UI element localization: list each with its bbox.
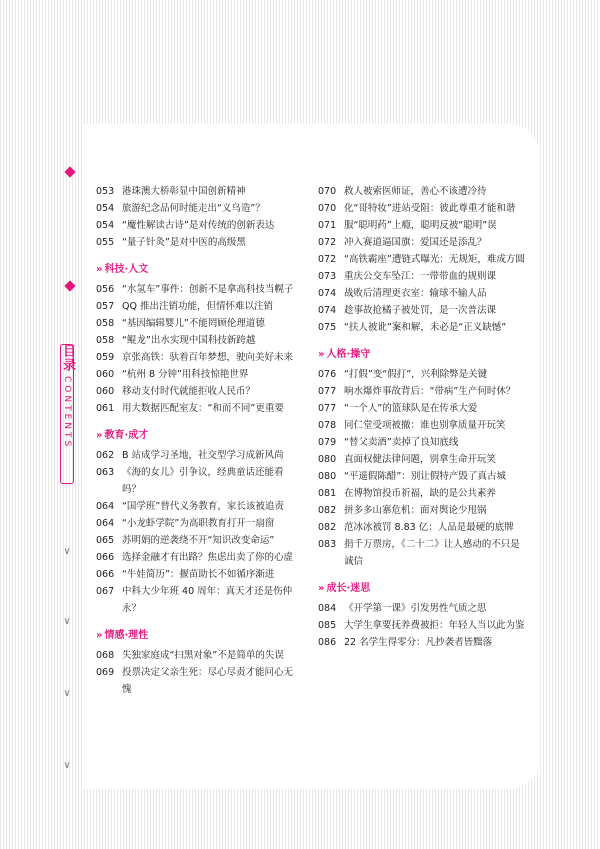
toc-entry[interactable] [318, 468, 528, 485]
entry-title: QQ 推出注销功能，但情怀难以注销 [122, 301, 273, 312]
entry-title: 范冰冰被罚 8.83 亿：人品是最硬的底牌 [344, 522, 514, 533]
entry-title: “水氢车”事件：创新不是拿高科技当幌子 [122, 284, 294, 295]
entry-title: “小龙虾学院”为高职教育打开一扇窗 [122, 518, 275, 529]
entry-title: 失独家庭成“扫黑对象”不是简单的失误 [122, 650, 284, 661]
entry-title: 移动支付时代就能拒收人民币？ [122, 386, 256, 397]
entry-title: “量子针灸”是对中医的高级黑 [122, 237, 246, 248]
entry-title: 救人被索医师证，善心不该遭冷待 [344, 186, 487, 197]
toc-entry[interactable] [318, 302, 528, 319]
toc-entry[interactable] [96, 583, 301, 617]
toc-entry[interactable] [318, 451, 528, 468]
entry-title: “杭州 8 分钟”用科技惊艳世界 [122, 369, 249, 380]
page-number: 077 [318, 403, 337, 414]
page-number: 074 [318, 288, 337, 299]
page-number: 072 [318, 254, 337, 265]
entry-title: 选择金融才有出路？焦虑出卖了你的心虚 [122, 552, 294, 563]
page-number: 086 [318, 637, 337, 648]
toc-entry[interactable] [318, 400, 528, 417]
toc-entry[interactable] [318, 434, 528, 451]
page-number: 073 [318, 271, 337, 282]
section-heading [96, 629, 301, 643]
page-number: 076 [318, 369, 337, 380]
toc-entry[interactable] [96, 664, 301, 698]
toc-entry[interactable] [318, 285, 528, 302]
page-number: 070 [318, 203, 337, 214]
page-number: 053 [96, 186, 115, 197]
toc-entry[interactable] [318, 319, 528, 336]
page-number: 070 [318, 186, 337, 197]
entry-title: 服“聪明药”上瘾，聪明反被“聪明”误 [344, 220, 497, 231]
page-number: 058 [96, 335, 115, 346]
page-number: 084 [318, 603, 337, 614]
toc-entry[interactable] [318, 251, 528, 268]
entry-title: B 站成学习圣地，社交型学习成新风尚 [122, 450, 284, 461]
entry-title: 用大数据匹配室友：“和而不同”更重要 [122, 403, 284, 414]
toc-entry[interactable] [318, 183, 528, 200]
toc-entry[interactable] [96, 281, 301, 298]
toc-entry[interactable] [96, 183, 301, 200]
page-number: 054 [96, 203, 115, 214]
entry-title: 重庆公交车坠江：一带带血的规则课 [344, 271, 497, 282]
entry-title: 中科大少年班 40 周年：真天才还是伤仲永？ [122, 586, 293, 614]
chevron-down-icon: ∨ [63, 760, 71, 771]
toc-entry[interactable] [96, 532, 301, 549]
toc-entry[interactable] [318, 268, 528, 285]
toc-entry[interactable] [96, 464, 301, 498]
toc-left-column [96, 183, 301, 698]
page-number: 085 [318, 620, 337, 631]
chevron-down-icon: ∨ [63, 546, 71, 557]
page-number: 063 [96, 467, 115, 478]
toc-entry[interactable] [318, 200, 528, 217]
entry-title: 苏明娟的逆袭绕不开“知识改变命运” [122, 535, 275, 546]
toc-entry[interactable] [318, 417, 528, 434]
section-label: 教育·成才 [104, 430, 149, 441]
page-number: 064 [96, 518, 115, 529]
toc-entry[interactable] [96, 298, 301, 315]
page-number: 067 [96, 586, 115, 597]
page-number: 054 [96, 220, 115, 231]
entry-title: 冲入赛道逼国旗：爱国还是添乱？ [344, 237, 487, 248]
entry-title: “平遥假陈醋”：别让假特产毁了真古城 [344, 471, 506, 482]
entry-title: 大学生拿要抚养费被拒：年轻人当以此为鉴 [344, 620, 525, 631]
page-number: 060 [96, 369, 115, 380]
page-number: 080 [318, 471, 337, 482]
toc-entry[interactable] [318, 536, 528, 570]
contents-title-en: CONTENTS [62, 376, 72, 450]
toc-entry[interactable] [318, 383, 528, 400]
page-number: 058 [96, 318, 115, 329]
toc-entry[interactable] [96, 515, 301, 532]
page-number: 072 [318, 237, 337, 248]
toc-entry[interactable] [318, 485, 528, 502]
entry-title: 港珠澳大桥彰显中国创新精神 [122, 186, 246, 197]
entry-title: 《海的女儿》引争议，经典童话还能看吗？ [122, 467, 284, 495]
page-number: 068 [96, 650, 115, 661]
double-arrow-icon: » [318, 349, 325, 360]
toc-entry[interactable] [96, 315, 301, 332]
page-number: 080 [318, 454, 337, 465]
entry-title: 《开学第一课》引发男性气质之思 [344, 603, 487, 614]
section-label: 情感·理性 [104, 630, 149, 641]
section-heading [318, 348, 528, 362]
toc-entry[interactable] [318, 366, 528, 383]
section-label: 科技·人文 [104, 264, 149, 275]
section-label: 人格·操守 [326, 349, 371, 360]
toc-entry[interactable] [96, 366, 301, 383]
page-number: 083 [318, 539, 337, 550]
section-label: 成长·迷思 [326, 583, 371, 594]
entry-title: 直面权健法律问题，别拿生命开玩笑 [344, 454, 497, 465]
page-number: 059 [96, 352, 115, 363]
entry-title: 响水爆炸事故背后：“带病”生产何时休？ [344, 386, 516, 397]
entry-title: “高铁霸座”遭链式曝光：无规矩，难成方圆 [344, 254, 525, 265]
toc-entry[interactable] [96, 400, 301, 417]
toc-entry[interactable] [96, 383, 301, 400]
entry-title: 趁事故抢橘子被处罚，是一次普法课 [344, 305, 497, 316]
double-arrow-icon: » [96, 264, 103, 275]
toc-entry[interactable] [96, 549, 301, 566]
page-number: 066 [96, 552, 115, 563]
toc-entry[interactable] [96, 647, 301, 664]
toc-entry[interactable] [96, 234, 301, 251]
entry-title: 同仁堂受项被撤：谁也别拿质量开玩笑 [344, 420, 506, 431]
toc-entry[interactable] [318, 634, 528, 651]
page-number: 065 [96, 535, 115, 546]
entry-title: “鲲龙”出水实现中国科技新跨越 [122, 335, 256, 346]
entry-title: “一个人”的篮球队是在传承大爱 [344, 403, 478, 414]
entry-title: 旅游纪念品何时能走出“义乌造”？ [122, 203, 265, 214]
entry-title: 化“哥特妆”进站受阻：彼此尊重才能和谐 [344, 203, 516, 214]
page-number: 082 [318, 505, 337, 516]
section-heading [96, 429, 301, 443]
entry-title: “基因编辑婴儿”不能罔顾伦理道德 [122, 318, 265, 329]
page-number: 057 [96, 301, 115, 312]
page-number: 064 [96, 501, 115, 512]
page-number: 055 [96, 237, 115, 248]
section-heading [96, 263, 301, 277]
chevron-down-icon: ∨ [63, 688, 71, 699]
entry-title: “魔性解读古诗”是对传统的创新表达 [122, 220, 275, 231]
double-arrow-icon: » [318, 583, 325, 594]
page-number: 077 [318, 386, 337, 397]
page-number: 069 [96, 667, 115, 678]
toc-entry[interactable] [96, 332, 301, 349]
chevron-down-icon: ∨ [63, 616, 71, 627]
entry-title: 京张高铁：驮着百年梦想，驶向美好未来 [122, 352, 294, 363]
entry-title: “国学班”替代义务教育，家长该被追责 [122, 501, 284, 512]
toc-entry[interactable] [96, 566, 301, 583]
entry-title: 捐千万票房，《二十二》让人感动的不只是诚信 [344, 539, 520, 567]
entry-title: “替父卖酒”卖掉了良知底线 [344, 437, 459, 448]
entry-title: 22 名学生得零分：凡抄袭者皆黜落 [344, 637, 493, 648]
toc-entry[interactable] [318, 617, 528, 634]
entry-title: 投票决定父亲生死：尽心尽责才能问心无愧 [122, 667, 294, 695]
toc-entry[interactable] [96, 200, 301, 217]
page-number: 071 [318, 220, 337, 231]
entry-title: 战败后清理更衣室：输球不输人品 [344, 288, 487, 299]
page-number: 081 [318, 488, 337, 499]
page-number: 061 [96, 403, 115, 414]
toc-entry[interactable] [318, 234, 528, 251]
page-number: 078 [318, 420, 337, 431]
toc-entry[interactable] [96, 349, 301, 366]
page-number: 082 [318, 522, 337, 533]
toc-entry[interactable] [318, 600, 528, 617]
page-number: 066 [96, 569, 115, 580]
toc-entry[interactable] [318, 502, 528, 519]
contents-sidebar [60, 344, 74, 449]
toc-entry[interactable] [96, 447, 301, 464]
page-number: 075 [318, 322, 337, 333]
page-number: 060 [96, 386, 115, 397]
toc-entry[interactable] [96, 217, 301, 234]
entry-title: “牛娃简历”：揠苗助长不如循序渐进 [122, 569, 275, 580]
entry-title: 在博物馆投币祈福，缺的是公共素养 [344, 488, 497, 499]
toc-entry[interactable] [318, 217, 528, 234]
page-number: 062 [96, 450, 115, 461]
toc-entry[interactable] [318, 519, 528, 536]
entry-title: 拼多多山寨危机：面对舆论少甩锅 [344, 505, 487, 516]
page-number: 074 [318, 305, 337, 316]
toc-right-column [318, 183, 528, 651]
double-arrow-icon: » [96, 630, 103, 641]
toc-entry[interactable] [96, 498, 301, 515]
entry-title: “打假”变“假打”，兴利除弊是关键 [344, 369, 488, 380]
entry-title: “扶人被讹”案和解，未必是“正义缺憾” [344, 322, 507, 333]
double-arrow-icon: » [96, 430, 103, 441]
page-number: 056 [96, 284, 115, 295]
contents-title-zh: 目录 [60, 344, 75, 372]
page-number: 079 [318, 437, 337, 448]
section-heading [318, 582, 528, 596]
